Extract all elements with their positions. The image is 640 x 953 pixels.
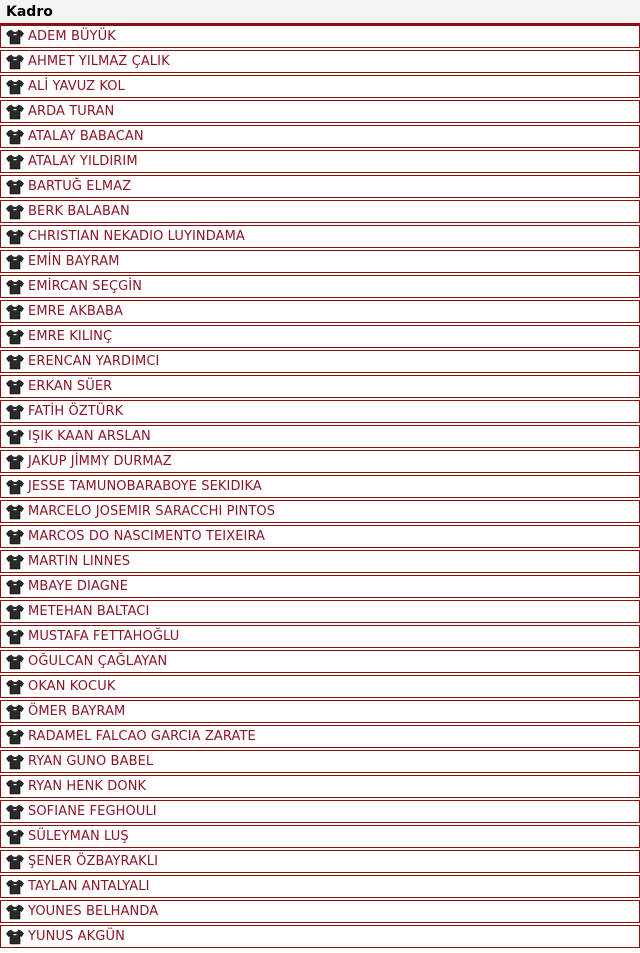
jersey-icon: [6, 379, 24, 395]
player-row[interactable]: [0, 100, 640, 123]
player-row[interactable]: [0, 625, 640, 648]
player-row[interactable]: [0, 125, 640, 148]
player-row[interactable]: [0, 50, 640, 73]
player-row[interactable]: [0, 500, 640, 523]
jersey-icon: [6, 154, 24, 170]
jersey-icon: [6, 604, 24, 620]
player-row[interactable]: [0, 700, 640, 723]
player-row[interactable]: [0, 675, 640, 698]
player-name: TAYLAN ANTALYALI: [28, 879, 150, 894]
player-row[interactable]: [0, 150, 640, 173]
jersey-icon: [6, 179, 24, 195]
player-name: ALİ YAVUZ KOL: [28, 79, 125, 94]
player-row[interactable]: [0, 900, 640, 923]
jersey-icon: [6, 479, 24, 495]
player-name: CHRISTIAN NEKADIO LUYINDAMA: [28, 229, 245, 244]
jersey-icon: [6, 329, 24, 345]
player-row[interactable]: [0, 725, 640, 748]
player-name: SOFIANE FEGHOULI: [28, 804, 157, 819]
player-row[interactable]: [0, 300, 640, 323]
player-row[interactable]: [0, 25, 640, 48]
player-row[interactable]: [0, 550, 640, 573]
jersey-icon: [6, 729, 24, 745]
jersey-icon: [6, 204, 24, 220]
player-row[interactable]: [0, 425, 640, 448]
player-row[interactable]: [0, 200, 640, 223]
player-row[interactable]: [0, 600, 640, 623]
jersey-icon: [6, 679, 24, 695]
jersey-icon: [6, 754, 24, 770]
player-name: ATALAY YILDIRIM: [28, 154, 138, 169]
player-name: FATİH ÖZTÜRK: [28, 404, 124, 419]
jersey-icon: [6, 879, 24, 895]
player-name: YUNUS AKGÜN: [28, 929, 125, 944]
player-name: BARTUĞ ELMAZ: [28, 179, 132, 194]
player-row[interactable]: [0, 850, 640, 873]
player-name: RYAN GUNO BABEL: [28, 754, 154, 769]
player-row[interactable]: [0, 650, 640, 673]
player-name: SÜLEYMAN LUŞ: [28, 829, 129, 844]
player-name: JAKUP JİMMY DURMAZ: [28, 454, 172, 469]
jersey-icon: [6, 779, 24, 795]
player-row[interactable]: [0, 75, 640, 98]
player-row[interactable]: [0, 775, 640, 798]
jersey-icon: [6, 429, 24, 445]
player-row[interactable]: [0, 875, 640, 898]
jersey-icon: [6, 279, 24, 295]
squad-header: [0, 0, 640, 25]
player-name: MUSTAFA FETTAHOĞLU: [28, 629, 180, 644]
player-row[interactable]: [0, 275, 640, 298]
jersey-icon: [6, 804, 24, 820]
player-name: EMRE KILINÇ: [28, 329, 113, 344]
player-name: EMRE AKBABA: [28, 304, 123, 319]
jersey-icon: [6, 854, 24, 870]
jersey-icon: [6, 304, 24, 320]
player-row[interactable]: [0, 525, 640, 548]
jersey-icon: [6, 579, 24, 595]
jersey-icon: [6, 354, 24, 370]
player-name: EMİRCAN SEÇGİN: [28, 279, 143, 294]
player-name: ŞENER ÖZBAYRAKLI: [28, 854, 159, 869]
player-name: ARDA TURAN: [28, 104, 115, 119]
player-row[interactable]: [0, 250, 640, 273]
player-name: ÖMER BAYRAM: [28, 704, 126, 719]
player-name: MARCELO JOSEMIR SARACCHI PINTOS: [28, 504, 276, 519]
player-row[interactable]: [0, 825, 640, 848]
player-row[interactable]: [0, 450, 640, 473]
jersey-icon: [6, 904, 24, 920]
jersey-icon: [6, 404, 24, 420]
player-name: ERKAN SÜER: [28, 379, 113, 394]
player-name: ADEM BÜYÜK: [28, 29, 116, 44]
jersey-icon: [6, 829, 24, 845]
player-row[interactable]: [0, 925, 640, 948]
player-name: MARTIN LINNES: [28, 554, 131, 569]
player-name: ERENCAN YARDIMCI: [28, 354, 160, 369]
player-name: OĞULCAN ÇAĞLAYAN: [28, 654, 168, 669]
jersey-icon: [6, 454, 24, 470]
jersey-icon: [6, 229, 24, 245]
jersey-icon: [6, 254, 24, 270]
player-name: BERK BALABAN: [28, 204, 130, 219]
jersey-icon: [6, 129, 24, 145]
player-row[interactable]: [0, 375, 640, 398]
jersey-icon: [6, 79, 24, 95]
player-name: MBAYE DIAGNE: [28, 579, 129, 594]
player-name: IŞIK KAAN ARSLAN: [28, 429, 151, 444]
player-name: ATALAY BABACAN: [28, 129, 144, 144]
player-name: RYAN HENK DONK: [28, 779, 147, 794]
jersey-icon: [6, 929, 24, 945]
jersey-icon: [6, 704, 24, 720]
player-list: [0, 25, 640, 948]
jersey-icon: [6, 104, 24, 120]
jersey-icon: [6, 504, 24, 520]
jersey-icon: [6, 529, 24, 545]
player-name: OKAN KOCUK: [28, 679, 116, 694]
player-name: MARCOS DO NASCIMENTO TEIXEIRA: [28, 529, 266, 544]
player-row[interactable]: [0, 800, 640, 823]
jersey-icon: [6, 54, 24, 70]
jersey-icon: [6, 629, 24, 645]
player-row[interactable]: [0, 475, 640, 498]
player-name: RADAMEL FALCAO GARCIA ZARATE: [28, 729, 256, 744]
player-name: JESSE TAMUNOBARABOYE SEKIDIKA: [28, 479, 262, 494]
player-name: YOUNES BELHANDA: [28, 904, 159, 919]
player-row[interactable]: [0, 750, 640, 773]
player-name: METEHAN BALTACI: [28, 604, 150, 619]
player-row[interactable]: [0, 575, 640, 598]
jersey-icon: [6, 654, 24, 670]
player-row[interactable]: [0, 175, 640, 198]
player-row[interactable]: [0, 225, 640, 248]
player-name: AHMET YILMAZ ÇALIK: [28, 54, 170, 69]
player-row[interactable]: [0, 400, 640, 423]
player-row[interactable]: [0, 350, 640, 373]
jersey-icon: [6, 29, 24, 45]
squad-title: Kadro: [6, 4, 53, 20]
player-name: EMİN BAYRAM: [28, 254, 120, 269]
jersey-icon: [6, 554, 24, 570]
player-row[interactable]: [0, 325, 640, 348]
